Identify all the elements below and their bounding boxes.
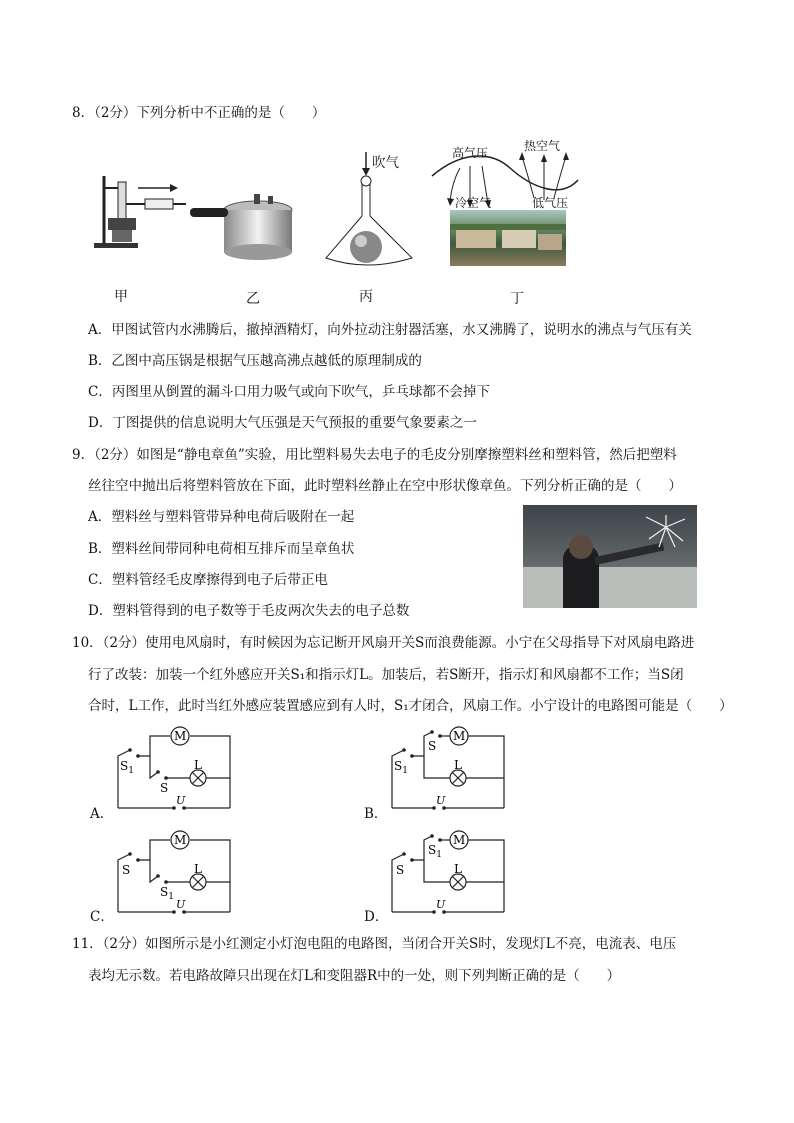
circuit-a-motor: M (174, 729, 187, 743)
label-a: 甲 (114, 289, 128, 305)
label-high-pressure: 高气压 (452, 146, 489, 160)
circuit-c-lamp: L (194, 862, 202, 876)
q11-stem-line2: 表均无示数。若电路故障只出现在灯L和变阻器R中的一处，则下列判断正确的是（ ） (88, 968, 621, 984)
q9-option-b: B．塑料丝间带同种电荷相互排斥而呈章鱼状 (88, 541, 355, 557)
label-d: 丁 (510, 291, 524, 307)
q8-stem: 8．（2分）下列分析中不正确的是（ ） (72, 105, 326, 121)
circuit-b-voltage: U (436, 794, 446, 807)
circuit-d-switch: S (396, 863, 405, 877)
circuit-c (110, 826, 240, 918)
q8-option-d: D．丁图提供的信息说明大气压强是天气预报的重要气象要素之一 (88, 415, 477, 431)
circuit-a-switch: S (160, 781, 169, 795)
q8-option-a: A．甲图试管内水沸腾后，撤掉酒精灯，向外拉动注射器活塞，水又沸腾了，说明水的沸点与气压有关 (88, 322, 692, 338)
circuit-b-lamp: L (454, 758, 462, 772)
label-cold-air: 冷空气 (455, 196, 492, 210)
q11-stem-line1: 11．（2分）如图所示是小红测定小灯泡电阻的电路图，当闭合开关S时，发现灯L不亮，电流表、电压 (72, 936, 677, 952)
q9-stem-line1: 9．（2分）如图是“静电章鱼”实验，用比塑料易失去电子的毛皮分别摩擦塑料丝和塑料管，然后把塑料 (72, 447, 677, 463)
q10-option-a: A． (90, 806, 114, 822)
q10-option-b: B． (364, 806, 388, 822)
q8-option-c: C．丙图里从倒置的漏斗口用力吸气或向下吹气，乒乓球都不会掉下 (88, 384, 490, 400)
circuit-d (384, 826, 514, 918)
label-blow: 吹气 (372, 155, 399, 171)
circuit-d-lamp: L (454, 862, 462, 876)
label-b: 乙 (246, 291, 260, 307)
q10-stem-line2: 行了改装：加装一个红外感应开关S₁和指示灯L。加装后，若S断开，指示灯和风扇都不工作；当S闭 (88, 667, 684, 683)
circuit-b-motor: M (453, 729, 466, 743)
circuit-c-voltage: U (176, 898, 186, 911)
circuit-a (110, 722, 240, 814)
circuit-a-voltage: U (176, 794, 186, 807)
q9-option-c: C．塑料管经毛皮摩擦得到电子后带正电 (88, 572, 328, 588)
circuit-b (384, 722, 514, 814)
static-octopus-photo (523, 505, 697, 608)
town-photo (450, 210, 566, 266)
circuit-a-lamp: L (194, 758, 202, 772)
circuit-d-motor: M (453, 833, 466, 847)
q10-option-c: C． (90, 909, 114, 925)
figure-boiling-syringe (90, 158, 190, 258)
label-c: 丙 (359, 289, 373, 305)
circuit-c-motor: M (174, 833, 187, 847)
circuit-b-sensor: $S_1$ (394, 759, 408, 776)
circuit-d-voltage: U (436, 898, 446, 911)
label-low-pressure: 低气压 (532, 196, 569, 210)
q9-option-d: D．塑料管得到的电子数等于毛皮两次失去的电子总数 (88, 603, 410, 619)
label-hot-air: 热空气 (524, 139, 561, 153)
q10-stem-line1: 10．（2分）使用电风扇时，有时候因为忘记断开风扇开关S而浪费能源。小宁在父母指导下对风扇电路进 (72, 635, 695, 651)
q10-option-d: D． (364, 909, 389, 925)
q9-stem-line2: 丝往空中抛出后将塑料管放在下面，此时塑料丝静止在空中形状像章鱼。下列分析正确的是（ ） (88, 478, 682, 494)
q10-stem-line3: 合时，L工作，此时当红外感应装置感应到有人时，S₁才闭合，风扇工作。小宁设计的电路图可能是（ ） (88, 698, 733, 714)
q8-option-b: B．乙图中高压锅是根据气压越高沸点越低的原理制成的 (88, 353, 422, 369)
circuit-b-switch: S (428, 739, 437, 753)
figure-funnel-ball (320, 150, 420, 270)
circuit-c-switch: S (122, 863, 131, 877)
figure-pressure-cooker (188, 190, 298, 268)
q9-option-a: A．塑料丝与塑料管带异种电荷后吸附在一起 (88, 509, 355, 525)
circuit-a-sensor: $S_1$ (120, 759, 134, 776)
circuit-c-sensor: $S_1$ (160, 885, 174, 902)
circuit-d-sensor: $S_1$ (428, 843, 442, 860)
